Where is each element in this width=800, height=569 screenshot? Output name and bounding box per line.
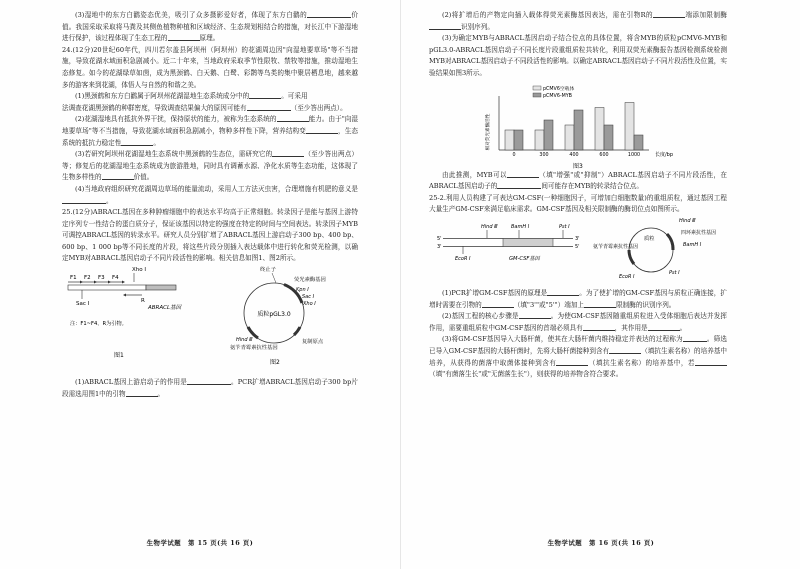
fig1-primer-f3: F3 bbox=[98, 275, 105, 282]
q24-2: (2)花湖湿地具有抵抗外界干扰，保持原状的能力，被称为生态系统的 能力。由于"向湿地要草场"等不当措施，导致花湖水域面积急剧减小，物种多样性下降，营养结构变 ，生态系统的抵抗力稳定性 。 bbox=[62, 115, 359, 147]
fig4-pst2-label: Pst Ⅰ bbox=[669, 269, 680, 276]
fig3-bar-0-600 bbox=[595, 107, 604, 150]
fig4-diagram bbox=[429, 216, 727, 288]
fig3 bbox=[429, 80, 727, 170]
fig1-primer-f1: F1 bbox=[70, 275, 77, 282]
q23-3: (3)湿地中的东方白鹳姿态优美，吸引了众多摄影爱好者，体现了东方白鹳的 价值。我国采取采取将马粪及其侧鱼植物种植和区域经济、生态规划相结合的措施，对长江中下游湿地进行保护，该过程体现了生态工程的 原理。 bbox=[62, 11, 358, 43]
figures-1-2 bbox=[62, 265, 358, 377]
fig3-tick-300: 300 bbox=[539, 152, 549, 158]
q25-2: (2)将扩增后的产物定向插入载体得荧光素酶基因表达，需在引物R的 端添加限制酶识别序列。 bbox=[429, 10, 727, 33]
fig3-tick-0: 0 bbox=[512, 152, 516, 158]
fig3-bar-1-400 bbox=[574, 110, 583, 150]
fig2-caption: 图2 bbox=[270, 359, 280, 367]
q25-3b: 由此推测，MYB可以 （填"增强"或"抑制"）ABRACL基因启动子不同片段活性，在ABRACL基因启动子的 间可能存在MYB的转录结合位点。 bbox=[429, 170, 728, 191]
fig2-hind-label: Hind Ⅲ bbox=[236, 337, 253, 344]
fig3-bar-1-600 bbox=[604, 125, 613, 150]
q24-4: (4)当地政府组织研究花湖周边草场的能量流动，采用人工方法灭虫害，合理增施有机肥的意义是。 bbox=[62, 184, 358, 207]
fig1-primer-f2: F2 bbox=[84, 275, 91, 282]
fig3-legend-label-0: pCMV6空载体 bbox=[543, 86, 575, 92]
fig4-plasmid bbox=[593, 218, 716, 280]
fig4-gene-label: GM-CSF基因 bbox=[509, 255, 540, 262]
fig1-diagram bbox=[62, 265, 358, 377]
fig2-luc-label: 荧光素酶基因 bbox=[294, 277, 326, 284]
fig2-amp-label: 氨苄青霉素抗性基因 bbox=[230, 345, 278, 352]
fig4-tet-label: 四环素抗性基因 bbox=[681, 229, 717, 236]
fig4-gene bbox=[437, 224, 580, 262]
fig1-r-label: R bbox=[141, 298, 145, 305]
q25b-2: (2)基因工程的核心步骤是 。为使GM-CSF基因随重组质粒进入受体细胞后表达并发挥作用，需要重组质粒中GM-CSF基因的首端必须具有 ，其作用是 。 bbox=[429, 312, 728, 332]
fig4-amp-label: 氨苄青霉素抗性基因 bbox=[593, 243, 639, 250]
fig1-primer-f4: F4 bbox=[112, 275, 119, 282]
q24-1: (1)黑颈鹤和东方白鹳属于阿坝州花湖湿地生态系统成分中的 。可采用 法调查花湖黑颈鹤的种群密度，导致调查结果偏大的原因可能有 （至少答出两点）。 bbox=[62, 92, 347, 112]
fig4-plasmid-label: 质粒 bbox=[644, 235, 655, 242]
fig1-gene-label: ABRACL基因 bbox=[148, 305, 182, 312]
fig1-xho-label: Xho Ⅰ bbox=[132, 267, 146, 274]
fig3-bar-1-0 bbox=[514, 130, 523, 150]
fig4-5prime-top: 5' bbox=[437, 235, 442, 242]
fig4-hind2-label: Hind Ⅲ bbox=[679, 217, 696, 224]
fig3-chart bbox=[429, 80, 727, 170]
fig3-bar-0-300 bbox=[535, 130, 544, 150]
fig4-bam-label: BamH Ⅰ bbox=[511, 223, 530, 230]
fig3-tick-400: 400 bbox=[569, 152, 579, 158]
fig3-bar-1-1000 bbox=[634, 135, 643, 150]
fig2-xho-label: Xho Ⅰ bbox=[303, 301, 316, 308]
q25b-3: (3)将GM-CSF基因导入大肠杆菌，使其在大肠杆菌内维持稳定并表达的过程称为 。筛选已导入GM-CSF基因的大肠杆菌时，先将大肠杆菌接种到含有 （填抗生素名称）的培养基中培养，从获得的菌落中取菌体接种到含有 （填抗生素名称）的培养基中，若（填"有菌落生长"或"无菌落生长"），则获得的培养物含符合要求。 bbox=[429, 335, 728, 379]
fig2-sac-label: Sac Ⅰ bbox=[302, 294, 315, 301]
left-footer: 生物学试题 第 15 页(共 16 页) bbox=[146, 539, 254, 547]
left-column bbox=[62, 10, 358, 400]
fig3-bar-1-300 bbox=[544, 120, 553, 150]
fig4 bbox=[429, 216, 727, 288]
right-page bbox=[400, 0, 800, 569]
fig3-ylabel: 相对荧光素酶活性 bbox=[486, 113, 491, 150]
q24-intro: 24.(12分)20世纪60年代，四川若尔盖县阿坝州（阿坝州）的花湖周边因"向湿地要草场"等不当措施，导致花湖水域面积急剧减小。近二十年来，当地政府采取季节性限牧、禁牧等措施，推动湿地生态修复。如今的花湖绿草如茵，成为黑颈鹤、白天鹅、白鹭、彩鹮等鸟类的集中聚居栖息地，越来越多的游客来到花湖，体悟人与自然的和谐之美。 bbox=[62, 45, 358, 89]
fig3-bar-0-1000 bbox=[625, 102, 634, 150]
fig3-legend-swatch-1 bbox=[533, 93, 541, 97]
fig3-legend-label-1: pCMV6-MYB bbox=[543, 93, 572, 99]
fig2-kpn-label: Kpn Ⅰ bbox=[296, 287, 309, 294]
fig3-bar-0-400 bbox=[565, 125, 574, 150]
fig4-3prime-top: 3' bbox=[575, 235, 580, 242]
fig3-legend-swatch-0 bbox=[533, 86, 541, 90]
q25b-intro: 25-2.利用人员构建了可表达GM-CSF(一种细胞因子，可增加白细胞数量)的重组质粒，通过基因工程大量生产GM-CSF来满足临床需求。GM-CSF基因及相关限制酶的酶切位点如图所示。 bbox=[429, 193, 727, 214]
fig3-xlabel: 长度/bp bbox=[655, 151, 674, 158]
fig1-sac-label: Sac Ⅰ bbox=[76, 301, 90, 308]
fig1-caption: 图1 bbox=[114, 352, 124, 360]
fig2-terminator-label: 终止子 bbox=[260, 267, 276, 274]
fig4-hind-label: Hind Ⅲ bbox=[481, 223, 498, 230]
fig2-ori-label: 复制原点 bbox=[302, 339, 324, 346]
fig4-eco-label: EcoR Ⅰ bbox=[455, 255, 471, 262]
fig4-5prime-bot: 5' bbox=[575, 243, 580, 250]
q24-3: (3)若研究阿坝州花湖湿地生态系统中黑颈鹤的生态位，需研究它的 （至少答出两点）等；修复后的花湖湿地生态系统成为旅游胜地，同时具有调蓄水源、净化水质等生态功能，这体现了生物多样性的 价值。 bbox=[62, 150, 359, 182]
q25-1: (1)ABRACL基因上游启动子的作用是 。PCR扩增ABRACL基因启动子300 bp片段需选用图1中的引物 。 bbox=[62, 378, 358, 398]
fig2 bbox=[230, 265, 326, 366]
fig4-eco2-label: EcoR Ⅰ bbox=[619, 273, 635, 280]
fig4-bam2-label: BamH Ⅰ bbox=[683, 241, 702, 248]
right-footer: 生物学试题 第 16 页(共 16 页) bbox=[547, 539, 655, 547]
fig4-3prime-bot: 3' bbox=[437, 243, 442, 250]
right-column bbox=[429, 10, 727, 381]
fig2-center-label: 质粒pGL3.0 bbox=[257, 311, 291, 319]
fig3-bar-0-0 bbox=[505, 130, 514, 150]
fig3-tick-1000: 1000 bbox=[627, 152, 641, 158]
fig4-pst-label: Pst Ⅰ bbox=[559, 223, 570, 230]
q25-3: (3)为确定MYB与ABRACL基因启动子结合位点的具体位置，将含MYB的质粒pCMV6-MYB和pGL3.0-ABRACL基因启动子不同长度片段重组质粒共转化，利用双荧光素酶报告基因检测系统检测MYB对ABRACL基因启动子不同段活性的影响。以确定ABRACL基因启动子不同片段活性及位置，实验结果如图3所示。 bbox=[429, 34, 727, 77]
fig3-caption: 图3 bbox=[573, 162, 583, 170]
q25b-1: (1)PCR扩增GM-CSF基因的原理是 。为了使扩增的GM-CSF基因与质粒正确连接，扩增时需要在引物的 （填"3'"或"5'"）端加上 限制酶的识别序列。 bbox=[429, 288, 727, 309]
fig3-tick-600: 600 bbox=[599, 152, 609, 158]
q25-intro: 25.(12分)ABRACL基因在多种肿瘤细胞中的表达水平均高于正常细胞。转录因子是能与基因上游特定序列专一性结合的蛋白质分子，保证该基因以特定的强度在特定的时间与空间表达。转录因子MYB可调控ABRACL基因的转录水平。研究人员分别扩增了ABRACL基因上游启动子300 bp、400 bp、600 bp、1 000 bp等不同长度的片段，将这些片段分别插入表达载体中进行转化和荧光检测，以确定MYB对ABRACL基因启动子不同片段活性的影响。相关信息如图1、图2所示。 bbox=[62, 208, 358, 263]
fig1 bbox=[68, 267, 183, 359]
fig1-note: 注：F1~F4、R为引物。 bbox=[70, 321, 127, 328]
